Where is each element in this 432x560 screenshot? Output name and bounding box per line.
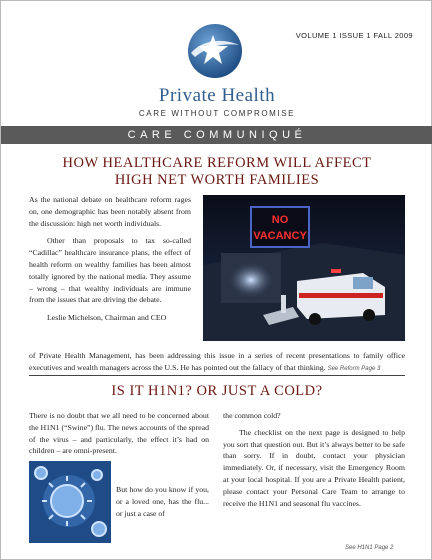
article-reform-column [29, 194, 191, 324]
article-h1n1-right [223, 410, 405, 514]
sign-no: NO [271, 214, 289, 226]
virus-image [29, 461, 111, 543]
article-h1n1-left-2 [116, 484, 209, 519]
private-health-logo [187, 23, 243, 79]
sign-vacancy: VACANCY [253, 230, 307, 242]
headline-line-2: HIGH NET WORTH FAMILIES [114, 172, 320, 188]
paragraph: As the national debate on healthcare reform rages on, one demographic has been notably absent from the discussion: high net worth individuals. [29, 195, 191, 228]
headline-line-1: HOW HEALTHCARE REFORM WILL AFFECT [62, 155, 372, 171]
ambulance-photo [203, 195, 405, 341]
paragraph: There is no doubt that we all need to be concerned about the H1N1 (“Swine”) flu. The news accounts of the spread of the virus – and particularly, the effect it’s had on children – are omni-present. [29, 411, 209, 456]
brand-tagline: CARE WITHOUT COMPROMISE [138, 109, 296, 118]
article-h1n1-left [29, 410, 209, 457]
headline-h1n1: IS IT H1N1? OR JUST A COLD? [111, 383, 323, 399]
paragraph: of Private Health Management, has been addressing this issue in a series of recent presentations to family office executives and wealth managers across the U.S. He has pointed out the fallacy of that thinking. [29, 351, 405, 372]
article-reform-continued [29, 350, 405, 376]
paragraph: The checklist on the next page is designed to help you sort that question out. But it’s always better to be safe than sorry. If in doubt, contact your physician immediately. Or, if necessary, visit the Emergency Room at your local hospital. If you are a Private Health patient, please contact your Personal Care Team to arrange to receive the H1N1 and seasonal flu vaccines. [223, 427, 405, 508]
paragraph: But how do you know if you, or a loved one, has the flu... or just a case of [116, 485, 209, 518]
paragraph: Other than proposals to tax so-called “Cadillac” healthcare insurance plans, the effect of health reform on wealthy families has been almost totally ignored by the national media. They assume – wrong – that wealthy individuals are immune from the issues that are driving the debate. [29, 236, 191, 305]
paragraph: Leslie Michelson, Chairman and CEO [47, 313, 167, 323]
section-banner: CARE COMMUNIQUÉ [1, 126, 432, 144]
brand-name: Private Health [158, 85, 276, 106]
volume-issue-label: VOLUME 1 ISSUE 1 FALL 2009 [295, 31, 413, 40]
section-divider [29, 375, 405, 376]
continued-link-h1n1[interactable]: See H1N1 Page 2 [345, 545, 394, 551]
continued-link[interactable]: See Reform Page 3 [327, 365, 381, 372]
paragraph: the common cold? [223, 411, 281, 420]
